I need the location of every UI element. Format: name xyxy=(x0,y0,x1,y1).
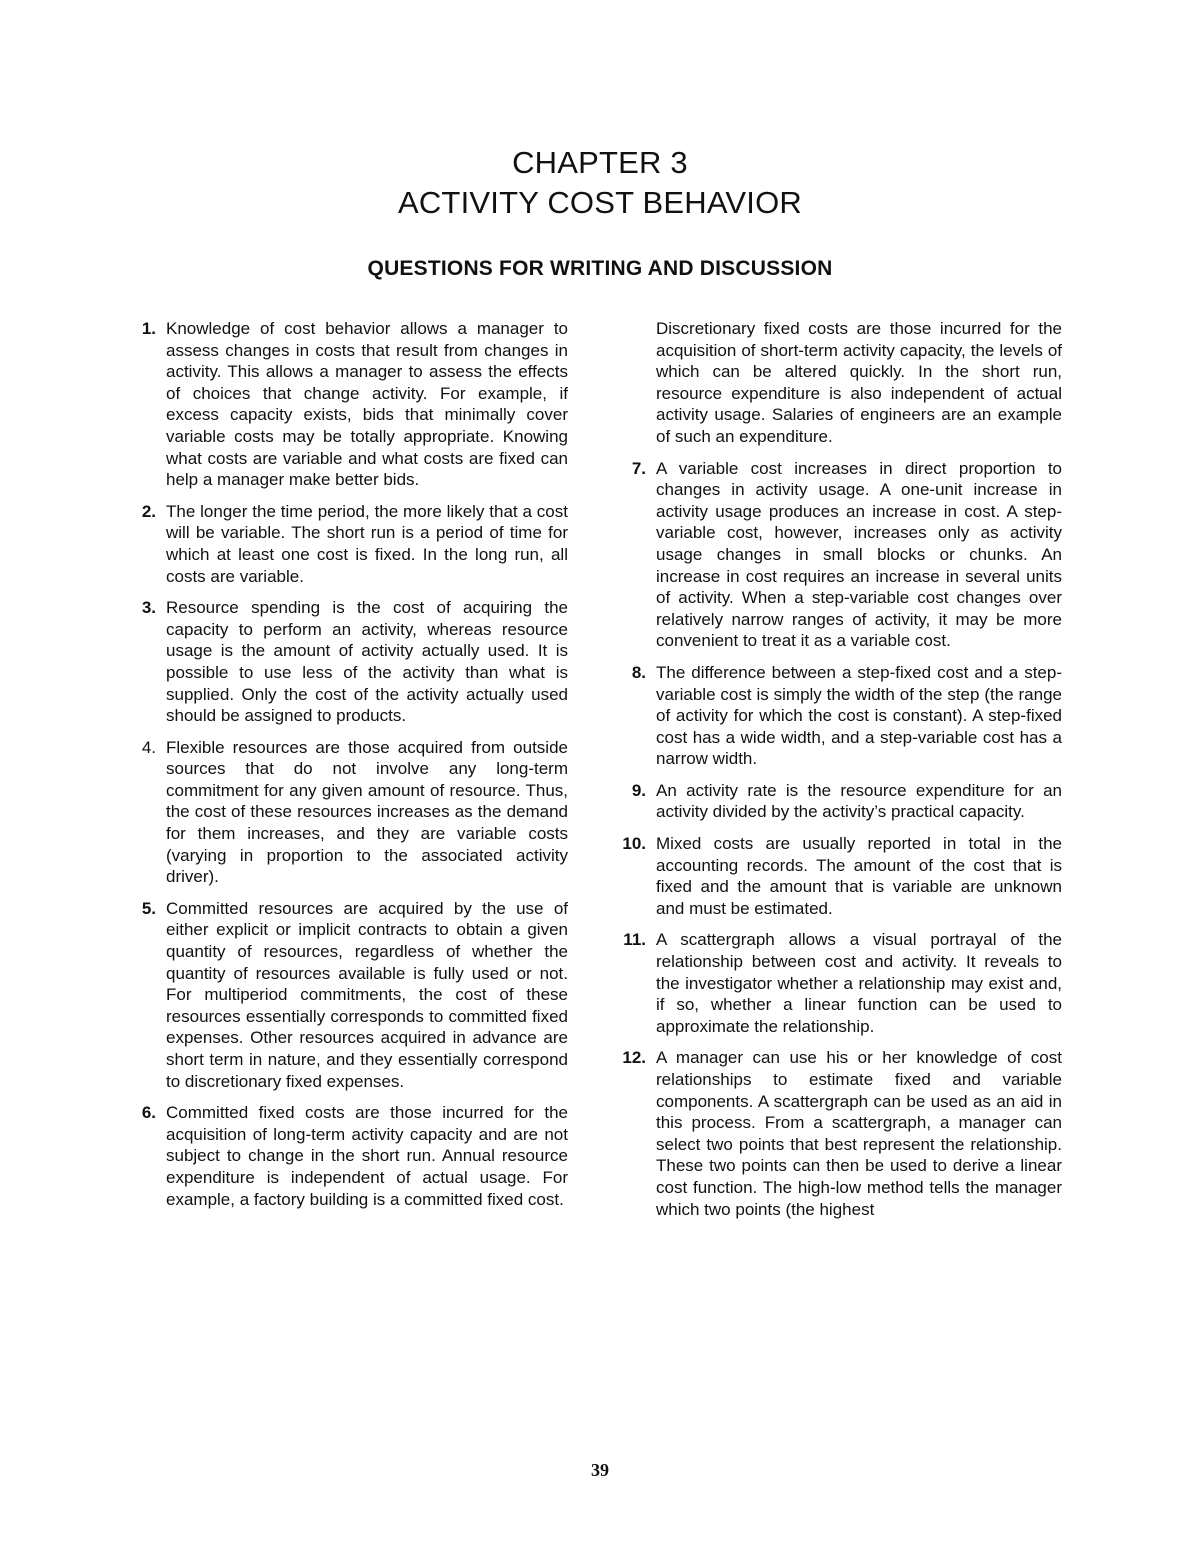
question-2 xyxy=(140,501,568,587)
question-text: Committed fixed costs are those incurred for the acquisition of long-term activity capacity and are not subject to change in the short run. Annual resource expenditure is independent of actual usage. For example, a factory building is a committed fixed cost. xyxy=(166,1103,568,1209)
question-text: Mixed costs are usually reported in total in the accounting records. The amount of the cost that is fixed and the amount that is variable are unknown and must be estimated. xyxy=(656,834,1062,918)
question-text: Flexible resources are those acquired from outside sources that do not involve any long-term commitment for any given amount of resource. Thus, the cost of these resources increases as the demand for them increases, and they are variable costs (varying in proportion to the associated activity driver). xyxy=(166,737,568,887)
question-3 xyxy=(140,597,568,727)
question-number: 8. xyxy=(631,662,646,682)
question-6-continued xyxy=(620,318,1062,448)
question-number: 6. xyxy=(141,1103,156,1123)
left-column xyxy=(140,318,568,1220)
question-1 xyxy=(140,318,568,491)
question-number: 1. xyxy=(141,319,156,338)
question-text: Resource spending is the cost of acquiring the capacity to perform an activity, whereas resource usage is the amount of activity actually used. It is possible to use less of the activity than what is supplied. Only the cost of the activity actually used should be assigned to products. xyxy=(166,598,568,726)
question-10 xyxy=(620,833,1062,919)
question-text: A manager can use his or her knowledge of cost relationships to estimate fixed and variable components. A scattergraph can be used as an aid in this process. From a scattergraph, a manager can select two points that best represent the relationship. These two points can then be used to derive a linear cost function. The high-low method tells the manager which two points (the highest xyxy=(656,1048,1062,1219)
chapter-title xyxy=(0,143,1200,223)
question-8 xyxy=(620,662,1062,770)
question-5 xyxy=(140,898,568,1092)
chapter-name: ACTIVITY COST BEHAVIOR xyxy=(397,185,803,220)
question-number: 11. xyxy=(623,930,646,950)
question-number: 12. xyxy=(622,1048,646,1068)
question-number: 5. xyxy=(141,898,156,918)
question-9 xyxy=(620,780,1062,823)
question-12 xyxy=(620,1047,1062,1220)
question-number: 10. xyxy=(622,834,646,854)
page-number: 39 xyxy=(591,1460,609,1480)
question-text: A variable cost increases in direct proportion to changes in activity usage. A one-unit increase in activity usage produces an increase in cost. A step-variable cost, however, increases only as activity usage changes in small blocks or chunks. An increase in cost requires an increase in several units of activity. When a step-variable cost changes over relatively narrow ranges of activity, it may be more convenient to treat it as a variable cost. xyxy=(656,458,1062,651)
question-number: 2. xyxy=(141,501,156,521)
question-number: 9. xyxy=(631,780,646,800)
question-text: The longer the time period, the more likely that a cost will be variable. The short run is a period of time for which at least one cost is fixed. In the long run, all costs are variable. xyxy=(166,501,568,586)
right-column xyxy=(620,318,1062,1230)
question-text: Committed resources are acquired by the use of either explicit or implicit contracts to obtain a given quantity of resources, regardless of whether the quantity of resources available is fully used or not. For multiperiod commitments, the cost of these resources essentially corresponds to committed fixed expenses. Other resources acquired in advance are short term in nature, and they essentially correspond to discretionary fixed expenses. xyxy=(166,898,568,1091)
section-heading: QUESTIONS FOR WRITING AND DISCUSSION xyxy=(367,257,833,280)
question-text: A scattergraph allows a visual portrayal of the relationship between cost and activity. It reveals to the investigator whether a relationship may exist and, if so, whether a linear function can be used to approximate the relationship. xyxy=(656,930,1062,1036)
chapter-number: CHAPTER 3 xyxy=(512,145,688,180)
question-7 xyxy=(620,458,1062,652)
question-text: Knowledge of cost behavior allows a manager to assess changes in costs that result from changes in activity. This allows a manager to assess the effects of choices that change activity. For example, if excess capacity exists, bids that minimally cover variable costs may be totally appropriate. Knowing what costs are variable and what costs are fixed can help a manager make better bids. xyxy=(166,319,568,490)
question-4 xyxy=(140,737,568,888)
question-text: Discretionary fixed costs are those incurred for the acquisition of short-term activity capacity, the levels of which can be altered quickly. In the short run, resource expenditure is also independent of actual activity usage. Salaries of engineers are an example of such an expenditure. xyxy=(656,319,1062,446)
question-11 xyxy=(620,929,1062,1037)
question-number: 3. xyxy=(141,598,156,618)
question-6 xyxy=(140,1102,568,1210)
question-number: 4. xyxy=(141,737,156,757)
question-text: The difference between a step-fixed cost and a step-variable cost is simply the width of the step (the range of activity for which the cost is constant). A step-fixed cost has a wide width, and a step-variable cost has a narrow width. xyxy=(656,662,1062,769)
question-text: An activity rate is the resource expenditure for an activity divided by the activity’s practical capacity. xyxy=(656,780,1062,822)
question-number: 7. xyxy=(631,458,646,478)
